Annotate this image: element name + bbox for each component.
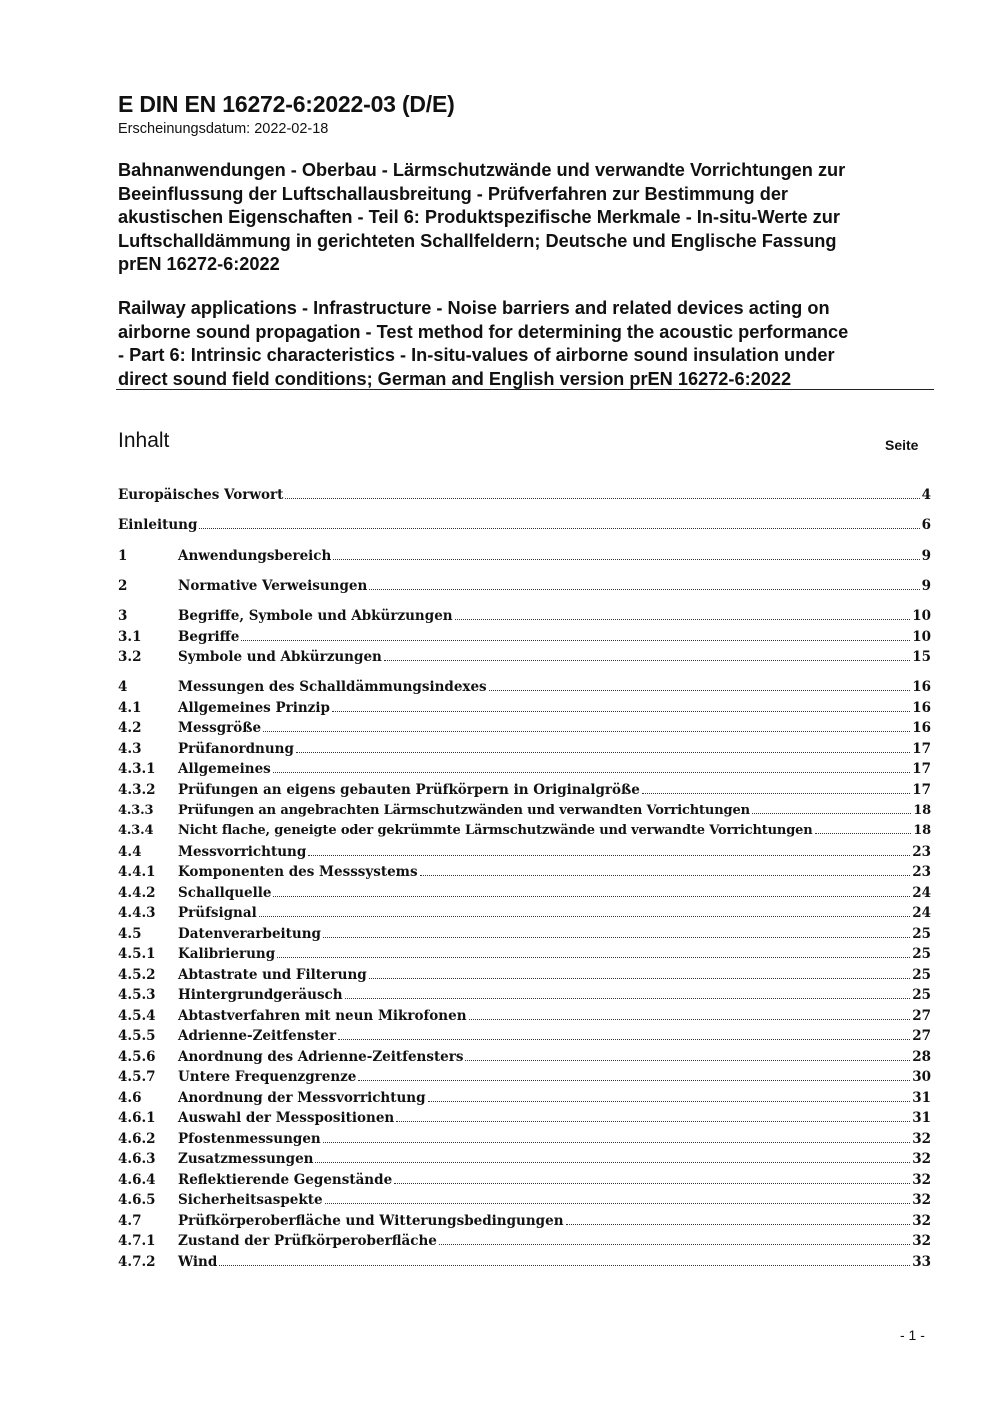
toc-entry-number: 4.5.7 bbox=[118, 1069, 156, 1085]
toc-entry-number: 4.3 bbox=[118, 741, 142, 757]
toc-entry-title: Allgemeines bbox=[178, 761, 271, 777]
toc-entry-number: 4.6 bbox=[118, 1090, 142, 1106]
toc-entry[interactable] bbox=[118, 1151, 931, 1171]
toc-entry-title: Anordnung der Messvorrichtung bbox=[178, 1090, 426, 1106]
toc-entry[interactable] bbox=[118, 1233, 931, 1253]
toc-entry-number: 4.2 bbox=[118, 720, 142, 736]
toc-dot-leader bbox=[273, 772, 910, 773]
toc-entry-title: Komponenten des Messsystems bbox=[178, 864, 418, 880]
toc-entry-page: 32 bbox=[912, 1151, 931, 1167]
toc-entry[interactable] bbox=[118, 629, 931, 649]
toc-entry-number: 4.5.4 bbox=[118, 1008, 156, 1024]
title-english-line: airborne sound propagation - Test method for determining the acoustic performance bbox=[118, 321, 849, 342]
toc-dot-leader bbox=[439, 1244, 910, 1245]
toc-entry-page: 16 bbox=[912, 679, 931, 695]
toc-entry-number: 4.5.2 bbox=[118, 967, 156, 983]
toc-dot-leader bbox=[219, 1265, 910, 1266]
toc-entry-page: 33 bbox=[912, 1254, 931, 1270]
toc-entry-title: Prüfanordnung bbox=[178, 741, 294, 757]
toc-dot-leader bbox=[369, 589, 919, 590]
toc-dot-leader bbox=[323, 937, 910, 938]
toc-heading: Inhalt bbox=[118, 429, 170, 452]
toc-dot-leader bbox=[273, 896, 910, 897]
toc-dot-leader bbox=[325, 1203, 911, 1204]
toc-entry-page: 17 bbox=[912, 741, 931, 757]
title-german-line: Bahnanwendungen - Oberbau - Lärmschutzwände und verwandte Vorrichtungen zur bbox=[118, 160, 846, 180]
toc-entry-title: Nicht flache, geneigte oder gekrümmte Lärmschutzwände und verwandte Vorrichtungen bbox=[178, 823, 813, 838]
toc-entry[interactable] bbox=[118, 1172, 931, 1192]
title-english bbox=[118, 297, 938, 391]
toc-entry[interactable] bbox=[118, 741, 931, 761]
toc-entry-number: 4.6.1 bbox=[118, 1110, 156, 1126]
toc-dot-leader bbox=[566, 1224, 911, 1225]
toc-entry-title: Prüfsignal bbox=[178, 905, 257, 921]
toc-entry-title: Abtastrate und Filterung bbox=[178, 967, 367, 983]
toc-entry-number: 4.3.3 bbox=[118, 803, 154, 818]
toc-entry-page: 15 bbox=[912, 649, 931, 665]
toc-entry-page: 25 bbox=[912, 987, 931, 1003]
toc-entry-title: Zustand der Prüfkörperoberfläche bbox=[178, 1233, 437, 1249]
toc-entry[interactable] bbox=[118, 487, 931, 507]
toc-entry-page: 25 bbox=[912, 926, 931, 942]
toc-entry-page: 9 bbox=[921, 548, 931, 564]
toc-entry-title: Datenverarbeitung bbox=[178, 926, 321, 942]
toc-entry[interactable] bbox=[118, 1192, 931, 1212]
toc-entry-page: 24 bbox=[912, 905, 931, 921]
toc-dot-leader bbox=[259, 916, 910, 917]
toc-entry-page: 6 bbox=[921, 517, 931, 533]
toc-entry-page: 18 bbox=[913, 803, 931, 818]
toc-entry[interactable] bbox=[118, 987, 931, 1007]
toc-entry-title: Pfostenmessungen bbox=[178, 1131, 321, 1147]
toc-dot-leader bbox=[369, 978, 910, 979]
toc-entry-title: Prüfungen an angebrachten Lärmschutzwänden und verwandten Vorrichtungen bbox=[178, 803, 750, 818]
toc-entry-number: 4.4.2 bbox=[118, 885, 156, 901]
toc-dot-leader bbox=[420, 875, 911, 876]
toc-entry-number: 4.4 bbox=[118, 844, 142, 860]
toc-entry-title: Normative Verweisungen bbox=[178, 578, 368, 594]
toc-entry-page: 24 bbox=[912, 885, 931, 901]
toc-entry[interactable] bbox=[118, 844, 931, 864]
toc-entry-title: Symbole und Abkürzungen bbox=[178, 649, 382, 665]
toc-entry-page: 32 bbox=[912, 1213, 931, 1229]
title-german bbox=[118, 159, 938, 277]
toc-entry-title: Untere Frequenzgrenze bbox=[178, 1069, 357, 1085]
toc-entry[interactable] bbox=[118, 720, 931, 740]
toc-entry-number: 4.4.1 bbox=[118, 864, 156, 880]
toc-entry-title: Zusatzmessungen bbox=[178, 1151, 314, 1167]
toc-entry-number: 2 bbox=[118, 578, 128, 594]
toc-dot-leader bbox=[752, 813, 911, 814]
toc-dot-leader bbox=[384, 660, 910, 661]
toc-entry-page: 17 bbox=[912, 782, 931, 798]
title-german-line: Luftschalldämmung in gerichteten Schallfeldern; Deutsche und Englische Fassung bbox=[118, 230, 837, 251]
toc-entry[interactable] bbox=[118, 946, 931, 966]
toc-entry-number: 4.7.1 bbox=[118, 1233, 156, 1249]
toc-entry-title: Wind bbox=[178, 1254, 218, 1270]
toc-entry-number: 4.7.2 bbox=[118, 1254, 156, 1270]
toc-entry-title: Anwendungsbereich bbox=[178, 548, 332, 564]
toc-entry-title: Einleitung bbox=[118, 517, 198, 533]
toc-entry-title: Messgröße bbox=[178, 720, 262, 736]
toc-entry-number: 4.5 bbox=[118, 926, 142, 942]
toc-entry-number: 1 bbox=[118, 548, 128, 564]
toc-entry[interactable] bbox=[118, 782, 931, 802]
title-divider bbox=[116, 389, 934, 390]
toc-dot-leader bbox=[815, 833, 912, 834]
toc-entry-title: Auswahl der Messpositionen bbox=[178, 1110, 395, 1126]
toc-entry-number: 4.6.4 bbox=[118, 1172, 156, 1188]
toc-dot-leader bbox=[296, 752, 910, 753]
toc-entry-title: Begriffe, Symbole und Abkürzungen bbox=[178, 608, 453, 624]
toc-entry[interactable] bbox=[118, 1090, 931, 1110]
toc-entry-title: Anordnung des Adrienne-Zeitfensters bbox=[178, 1049, 464, 1065]
toc-entry-page: 10 bbox=[912, 629, 931, 645]
toc-dot-leader bbox=[428, 1101, 911, 1102]
toc-entry[interactable] bbox=[118, 823, 931, 843]
toc-entry-title: Begriffe bbox=[178, 629, 240, 645]
toc-entry-title: Adrienne-Zeitfenster bbox=[178, 1028, 337, 1044]
title-english-line: direct sound field conditions; German and English version prEN 16272-6:2022 bbox=[118, 368, 792, 389]
toc-dot-leader bbox=[396, 1121, 910, 1122]
toc-entry[interactable] bbox=[118, 885, 931, 905]
title-german-line: prEN 16272-6:2022 bbox=[118, 254, 280, 275]
toc-entry[interactable] bbox=[118, 679, 931, 699]
toc-entry[interactable] bbox=[118, 548, 931, 568]
toc-dot-leader bbox=[285, 498, 919, 499]
toc-entry-page: 32 bbox=[912, 1233, 931, 1249]
toc-entry-page: 32 bbox=[912, 1131, 931, 1147]
toc-entry-number: 4.5.3 bbox=[118, 987, 156, 1003]
toc-entry[interactable] bbox=[118, 608, 931, 628]
toc-dot-leader bbox=[345, 998, 911, 999]
toc-entry-page: 18 bbox=[913, 823, 931, 838]
toc-entry[interactable] bbox=[118, 967, 931, 987]
toc-entry-number: 4.6.2 bbox=[118, 1131, 156, 1147]
toc-entry[interactable] bbox=[118, 761, 931, 781]
toc-entry-title: Reflektierende Gegenstände bbox=[178, 1172, 393, 1188]
toc-entry-page: 25 bbox=[912, 967, 931, 983]
toc-entry-page: 23 bbox=[912, 864, 931, 880]
toc-dot-leader bbox=[333, 559, 919, 560]
title-english-line: - Part 6: Intrinsic characteristics - In-situ-values of airborne sound insulation under bbox=[118, 345, 835, 366]
toc-dot-leader bbox=[469, 1019, 911, 1020]
toc-dot-leader bbox=[394, 1183, 910, 1184]
toc-page-column-heading: Seite bbox=[885, 437, 919, 453]
toc-entry[interactable] bbox=[118, 926, 931, 946]
publication-date-label: Erscheinungsdatum: bbox=[118, 121, 251, 137]
toc-entry-page: 10 bbox=[912, 608, 931, 624]
publication-date-value: 2022-02-18 bbox=[254, 121, 329, 137]
document-id: E DIN EN 16272-6:2022-03 (D/E) bbox=[118, 91, 455, 117]
toc-entry[interactable] bbox=[118, 578, 931, 598]
toc-entry[interactable] bbox=[118, 803, 931, 823]
toc-entry-title: Sicherheitsaspekte bbox=[178, 1192, 323, 1208]
toc-dot-leader bbox=[241, 640, 910, 641]
toc-dot-leader bbox=[455, 619, 911, 620]
title-english-line: Railway applications - Infrastructure - Noise barriers and related devices acting on bbox=[118, 298, 830, 318]
toc-entry[interactable] bbox=[118, 1069, 931, 1089]
toc-entry-page: 16 bbox=[912, 720, 931, 736]
toc-entry-page: 16 bbox=[912, 700, 931, 716]
page-number: - 1 - bbox=[900, 1327, 925, 1343]
toc-entry[interactable] bbox=[118, 1131, 931, 1151]
toc-entry[interactable] bbox=[118, 864, 931, 884]
toc-entry[interactable] bbox=[118, 905, 931, 925]
toc-entry-number: 4.1 bbox=[118, 700, 142, 716]
toc-entry-page: 31 bbox=[912, 1110, 931, 1126]
toc-entry-page: 25 bbox=[912, 946, 931, 962]
toc-entry-number: 4.5.5 bbox=[118, 1028, 156, 1044]
toc-entry-page: 30 bbox=[912, 1069, 931, 1085]
toc-entry-number: 4.6.5 bbox=[118, 1192, 156, 1208]
toc-dot-leader bbox=[308, 855, 910, 856]
toc-entry-number: 4.5.1 bbox=[118, 946, 156, 962]
toc-entry-number: 4.4.3 bbox=[118, 905, 156, 921]
toc-dot-leader bbox=[338, 1039, 910, 1040]
toc-entry[interactable] bbox=[118, 1008, 931, 1028]
toc-entry-page: 27 bbox=[912, 1008, 931, 1024]
toc-dot-leader bbox=[323, 1142, 910, 1143]
toc-entry[interactable] bbox=[118, 1049, 931, 1069]
toc-entry[interactable] bbox=[118, 700, 931, 720]
toc-entry-page: 32 bbox=[912, 1172, 931, 1188]
toc-entry-number: 3 bbox=[118, 608, 128, 624]
toc-entry-number: 3.2 bbox=[118, 649, 142, 665]
toc-dot-leader bbox=[358, 1080, 910, 1081]
toc-entry-number: 4.3.2 bbox=[118, 782, 156, 798]
toc-entry-page: 4 bbox=[921, 487, 931, 503]
toc-entry-title: Europäisches Vorwort bbox=[118, 487, 284, 503]
toc-dot-leader bbox=[199, 528, 919, 529]
toc-dot-leader bbox=[465, 1060, 910, 1061]
toc-entry-page: 23 bbox=[912, 844, 931, 860]
toc-entry-page: 9 bbox=[921, 578, 931, 594]
toc-entry-number: 4.6.3 bbox=[118, 1151, 156, 1167]
toc-dot-leader bbox=[315, 1162, 910, 1163]
toc-entry-page: 32 bbox=[912, 1192, 931, 1208]
toc-entry-page: 17 bbox=[912, 761, 931, 777]
toc-entry-title: Schallquelle bbox=[178, 885, 272, 901]
toc-entry-title: Messvorrichtung bbox=[178, 844, 307, 860]
toc-dot-leader bbox=[489, 690, 911, 691]
toc-entry-title: Prüfungen an eigens gebauten Prüfkörpern in Originalgröße bbox=[178, 782, 640, 798]
toc-entry-title: Allgemeines Prinzip bbox=[178, 700, 330, 716]
toc-entry[interactable] bbox=[118, 1254, 931, 1274]
toc-dot-leader bbox=[263, 731, 910, 732]
toc-entry-number: 3.1 bbox=[118, 629, 142, 645]
toc-entry-number: 4.7 bbox=[118, 1213, 142, 1229]
toc-dot-leader bbox=[642, 793, 910, 794]
toc-entry-number: 4.3.4 bbox=[118, 823, 154, 838]
toc-entry[interactable] bbox=[118, 1110, 931, 1130]
toc-entry-title: Abtastverfahren mit neun Mikrofonen bbox=[178, 1008, 467, 1024]
toc-dot-leader bbox=[332, 711, 910, 712]
title-german-line: Beeinflussung der Luftschallausbreitung - Prüfverfahren zur Bestimmung der bbox=[118, 183, 789, 204]
toc-entry[interactable] bbox=[118, 649, 931, 669]
toc-entry-page: 31 bbox=[912, 1090, 931, 1106]
toc-entry-number: 4 bbox=[118, 679, 128, 695]
toc-entry-number: 4.5.6 bbox=[118, 1049, 156, 1065]
toc-entry-number: 4.3.1 bbox=[118, 761, 156, 777]
toc-entry-page: 27 bbox=[912, 1028, 931, 1044]
toc-entry-title: Hintergrundgeräusch bbox=[178, 987, 343, 1003]
toc-entry-title: Messungen des Schalldämmungsindexes bbox=[178, 679, 487, 695]
toc-entry[interactable] bbox=[118, 1028, 931, 1048]
toc-entry[interactable] bbox=[118, 1213, 931, 1233]
title-german-line: akustischen Eigenschaften - Teil 6: Produktspezifische Merkmale - In-situ-Werte zur bbox=[118, 207, 840, 228]
toc-entry[interactable] bbox=[118, 517, 931, 537]
toc-dot-leader bbox=[277, 957, 910, 958]
toc-entry-title: Kalibrierung bbox=[178, 946, 276, 962]
toc-entry-title: Prüfkörperoberfläche und Witterungsbedingungen bbox=[178, 1213, 564, 1229]
publication-date bbox=[118, 121, 332, 137]
toc-entry-page: 28 bbox=[912, 1049, 931, 1065]
